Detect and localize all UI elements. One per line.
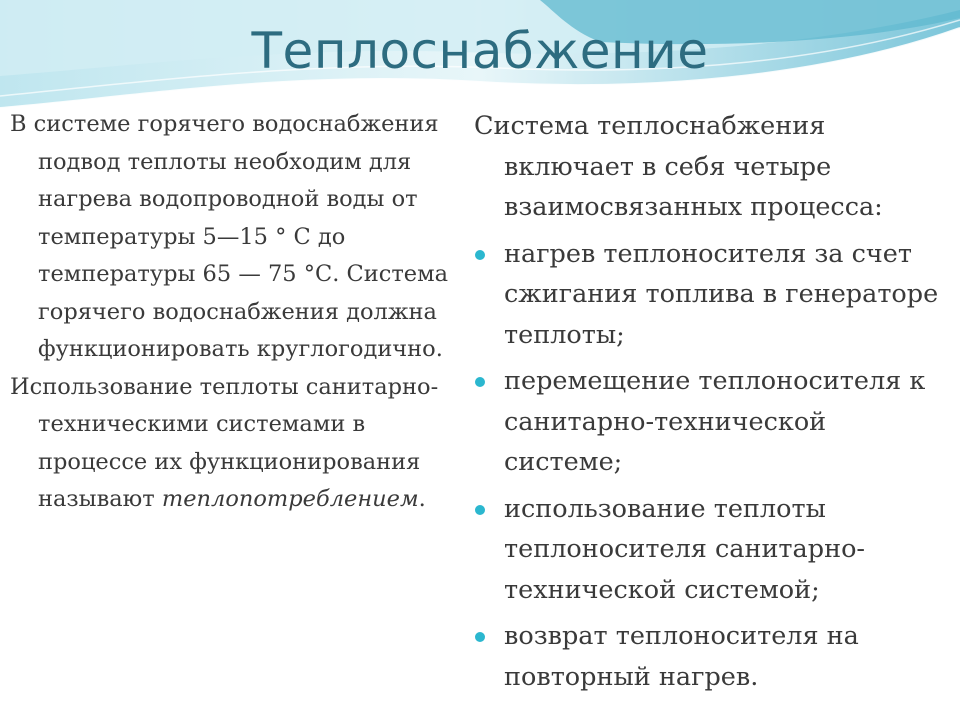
bullet-dot-icon: [475, 632, 485, 642]
list-item: [474, 489, 944, 611]
list-item-text: возврат теплоносителя на повторный нагрев.: [504, 621, 859, 692]
term-heat-consumption: теплопотреблением: [161, 486, 419, 512]
bullet-dot-icon: [475, 377, 485, 387]
right-intro: Система теплоснабжения включает в себя четыре взаимосвязанных процесса:: [474, 111, 883, 222]
list-item-text: использование теплоты теплоносителя санитарно-технической системой;: [504, 493, 866, 605]
left-paragraph-2-end: .: [418, 486, 426, 512]
list-item: [474, 361, 944, 483]
right-column: [474, 106, 944, 697]
slide-title: Теплоснабжение: [251, 22, 709, 80]
bullet-dot-icon: [475, 250, 485, 260]
bullet-dot-icon: [475, 505, 485, 515]
list-item-text: нагрев теплоносителя за счет сжигания топлива в генераторе теплоты;: [504, 238, 939, 350]
left-paragraph-1: В системе горячего водоснабжения подвод теплоты необходим для нагрева водопроводной воды от температуры 5—15 ° С до температуры 65 — 75 °С. Система горячего водоснабжения должна функционировать круглогодично.: [10, 111, 449, 362]
process-list: [474, 234, 944, 698]
left-paragraph-2-text: Использование теплоты санитарно-техническими системами в процессе их функционирования называют: [10, 373, 439, 512]
list-item: [474, 616, 944, 697]
left-paragraph-2: [10, 369, 462, 519]
list-item-text: перемещение теплоносителя к санитарно-технической системе;: [504, 366, 926, 477]
list-item: [474, 234, 944, 356]
left-column: [10, 106, 462, 519]
